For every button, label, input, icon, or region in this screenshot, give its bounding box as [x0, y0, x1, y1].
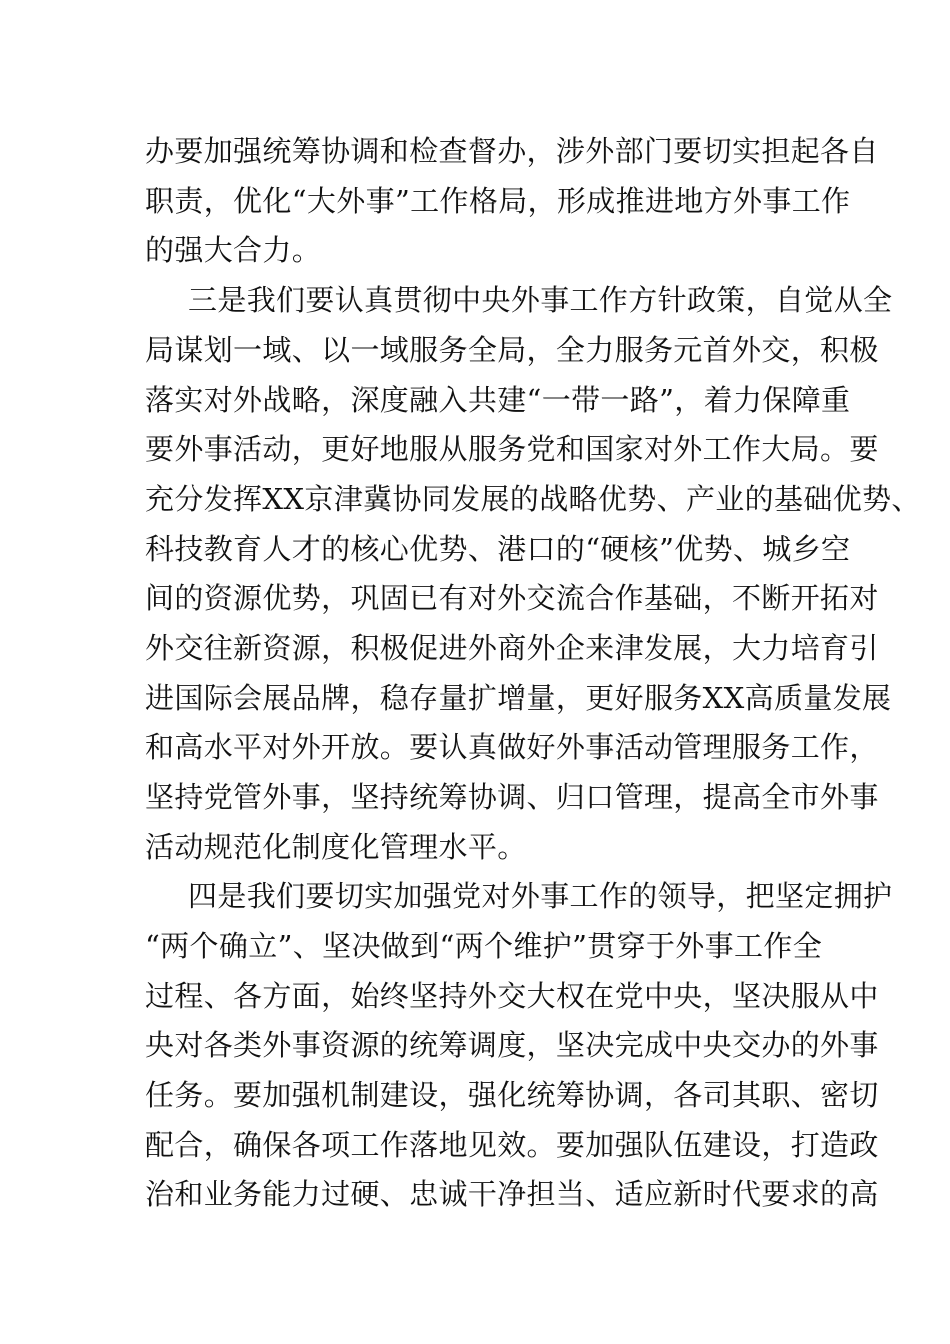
text-line: 的强大合力。: [145, 233, 322, 267]
text-line: 央对各类外事资源的统筹调度，坚决完成中央交办的外事: [145, 1028, 879, 1062]
text-line: 任务。要加强机制建设，强化统筹协调，各司其职、密切: [145, 1078, 879, 1112]
text-line: 要外事活动，更好地服从服务党和国家对外工作大局。要: [145, 432, 879, 466]
text-line: 进国际会展品牌，稳存量扩增量，更好服务XX高质量发展: [145, 681, 892, 715]
text-line: 外交往新资源，积极促进外商外企来津发展，大力培育引: [145, 631, 879, 665]
text-line: 配合，确保各项工作落地见效。要加强队伍建设，打造政: [145, 1128, 879, 1162]
text-line: “两个确立”、坚决做到“两个维护”贯穿于外事工作全: [145, 929, 823, 963]
text-line: 和高水平对外开放。要认真做好外事活动管理服务工作，: [145, 730, 879, 764]
text-line: 坚持党管外事，坚持统筹协调、归口管理，提高全市外事: [145, 780, 879, 814]
text-line: 办要加强统筹协调和检查督办，涉外部门要切实担起各自: [145, 134, 879, 168]
text-line: 间的资源优势，巩固已有对外交流合作基础，不断开拓对: [145, 581, 879, 615]
text-line: 落实对外战略，深度融入共建“一带一路”，着力保障重: [145, 383, 851, 417]
text-line: 充分发挥XX京津冀协同发展的战略优势、产业的基础优势、: [145, 482, 921, 516]
paragraph-start-line: 四是我们要切实加强党对外事工作的领导，把坚定拥护: [188, 879, 893, 913]
text-line: 局谋划一域、以一域服务全局，全力服务元首外交，积极: [145, 333, 879, 367]
paragraph-start-line: 三是我们要认真贯彻中央外事工作方针政策，自觉从全: [188, 283, 893, 317]
text-line: 活动规范化制度化管理水平。: [145, 830, 527, 864]
text-line: 职责，优化“大外事”工作格局，形成推进地方外事工作: [145, 184, 851, 218]
text-line: 治和业务能力过硬、忠诚干净担当、适应新时代要求的高: [145, 1177, 879, 1211]
text-line: 过程、各方面，始终坚持外交大权在党中央，坚决服从中: [145, 979, 879, 1013]
text-line: 科技教育人才的核心优势、港口的“硬核”优势、城乡空: [145, 532, 851, 566]
